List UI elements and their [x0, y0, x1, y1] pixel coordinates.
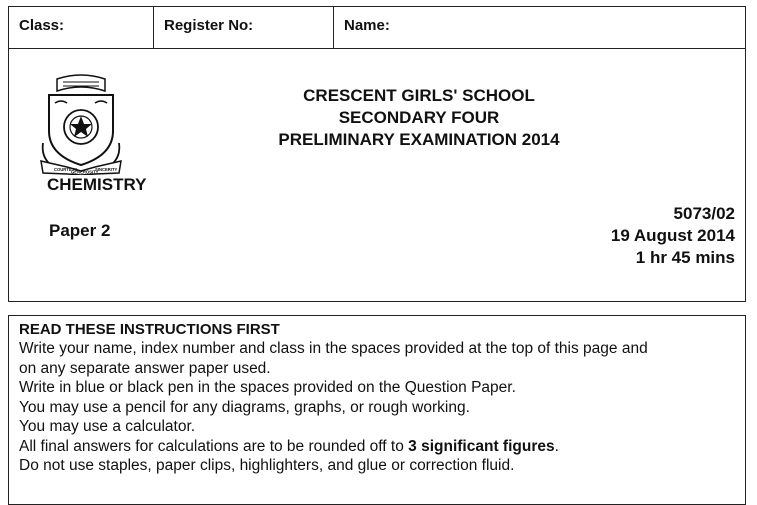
motto-courtesy: COURTESY: [54, 167, 78, 172]
exam-duration: 1 hr 45 mins: [635, 248, 735, 267]
exam-meta: [611, 203, 735, 269]
class-field[interactable]: [9, 7, 154, 48]
rounding-text: All final answers for calculations are to be rounded off to: [19, 437, 409, 455]
instruction-line: You may use a calculator.: [19, 418, 196, 435]
school-level: SECONDARY FOUR: [338, 108, 500, 127]
paper-number: Paper 2: [49, 221, 111, 240]
motto-generosity: GENEROSITY: [71, 169, 99, 175]
significant-figures-emphasis: 3 significant figures: [408, 437, 555, 455]
school-name: CRESCENT GIRLS' SCHOOL: [303, 86, 535, 105]
instruction-line: Write in blue or black pen in the spaces provided on the Question Paper.: [19, 379, 516, 396]
instruction-line: Do not use staples, paper clips, highlighters, and glue or correction fluid.: [19, 457, 515, 474]
instruction-line-rounding: [19, 437, 745, 457]
exam-header-box: [8, 6, 746, 302]
class-label: Class:: [19, 17, 65, 34]
name-label: Name:: [344, 17, 390, 34]
instruction-line: You may use a pencil for any diagrams, graphs, or rough working.: [19, 398, 470, 416]
school-crest-logo: [39, 73, 123, 175]
instruction-line: Write your name, index number and class in the spaces provided at the top of this page and: [19, 340, 648, 357]
name-field[interactable]: [334, 7, 747, 48]
instructions-box: [8, 315, 746, 505]
exam-date: 19 August 2014: [610, 226, 735, 245]
rounding-period: .: [554, 437, 559, 455]
instructions-title: READ THESE INSTRUCTIONS FIRST: [19, 321, 280, 338]
register-no-field[interactable]: [154, 7, 334, 48]
exam-title: PRELIMINARY EXAMINATION 2014: [278, 130, 560, 149]
motto-sincerity: SINCERITY: [95, 167, 118, 172]
subject-title: CHEMISTRY: [47, 175, 147, 194]
school-title-block: [209, 85, 629, 151]
register-no-label: Register No:: [164, 17, 254, 34]
student-info-row: [9, 7, 745, 49]
paper-code: 5073/02: [673, 204, 735, 223]
instruction-line: on any separate answer paper used.: [19, 359, 271, 377]
